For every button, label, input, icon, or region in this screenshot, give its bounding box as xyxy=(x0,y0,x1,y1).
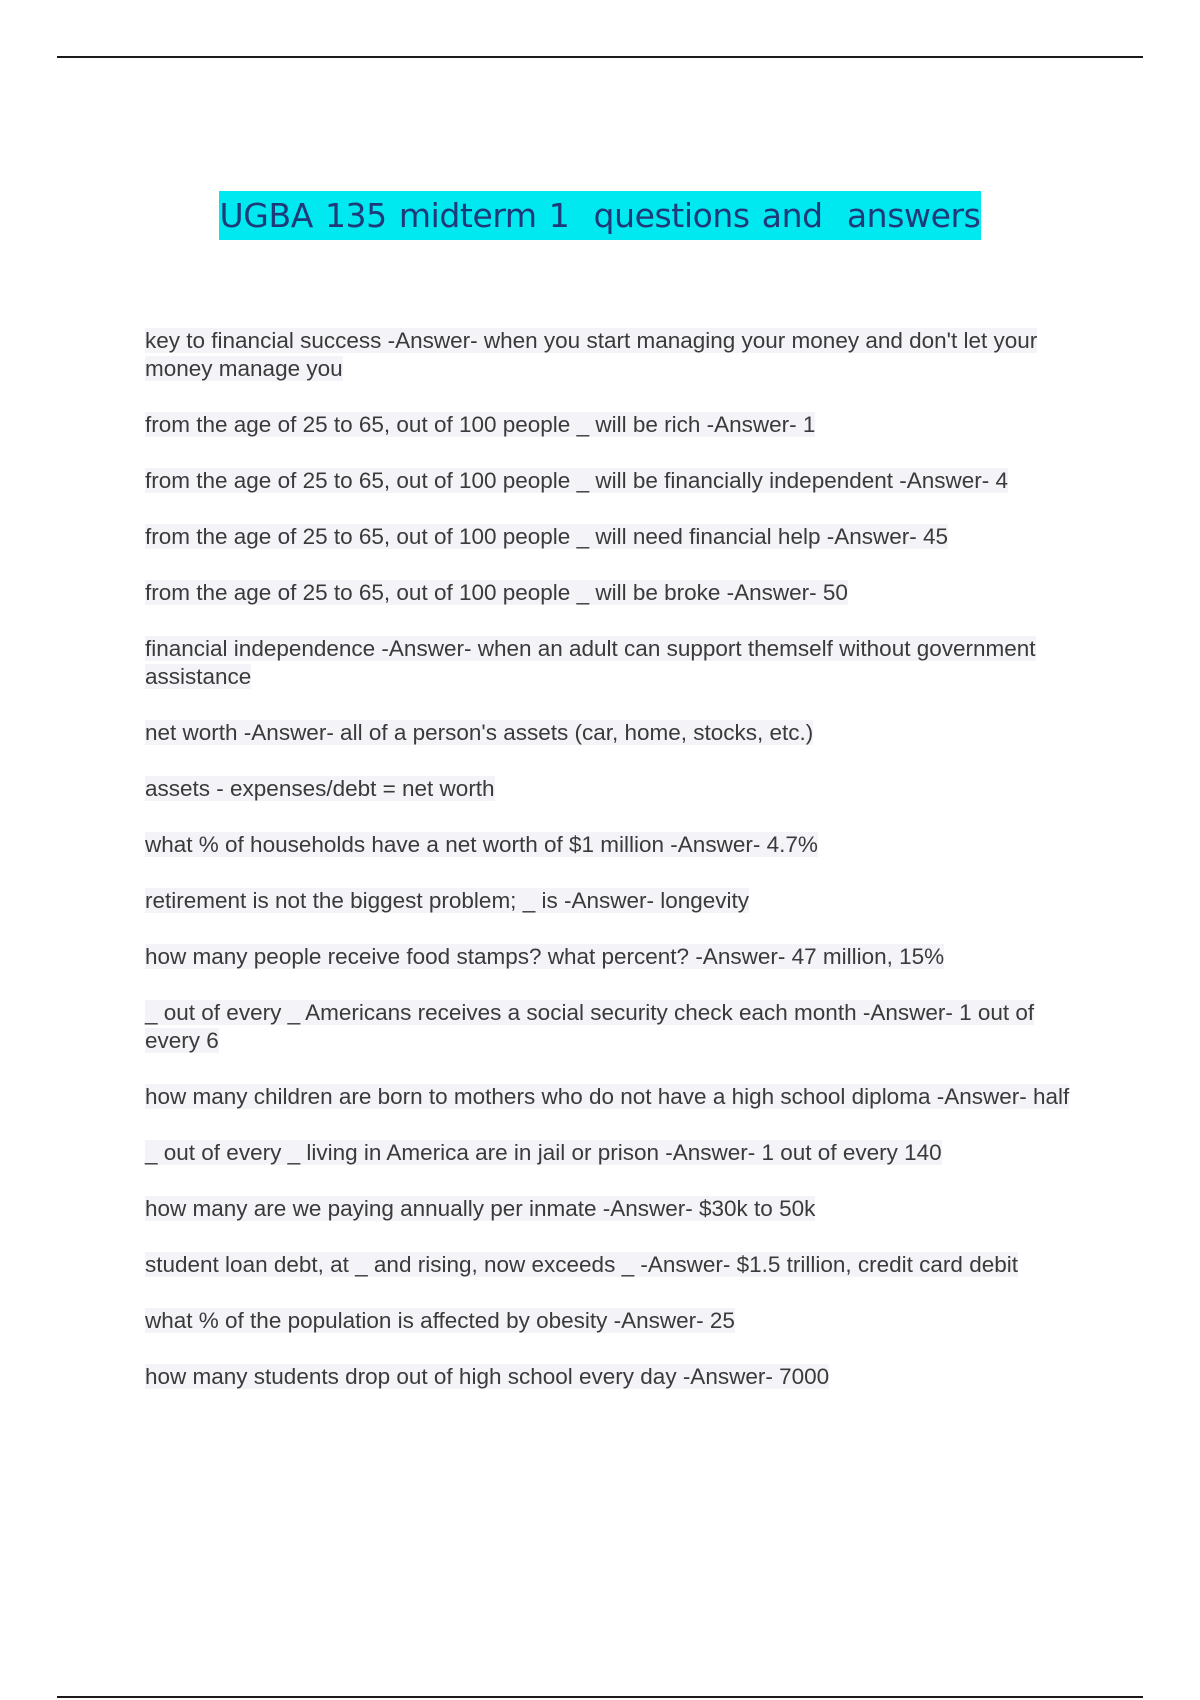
qa-item xyxy=(145,1363,1090,1391)
qa-item xyxy=(145,775,1090,803)
qa-text: financial independence -Answer- when an adult can support themself without government assistance xyxy=(145,636,1036,689)
qa-text: key to financial success -Answer- when you start managing your money and don't let your money manage you xyxy=(145,328,1038,381)
qa-item xyxy=(145,1083,1090,1111)
qa-text: what % of households have a net worth of $1 million -Answer- 4.7% xyxy=(145,832,818,857)
qa-text: _ out of every _ Americans receives a social security check each month -Answer- 1 out of every 6 xyxy=(145,1000,1035,1053)
qa-text: from the age of 25 to 65, out of 100 people _ will need financial help -Answer- 45 xyxy=(145,524,949,549)
title-container xyxy=(0,191,1200,240)
qa-text: _ out of every _ living in America are in jail or prison -Answer- 1 out of every 140 xyxy=(145,1140,942,1165)
top-rule xyxy=(57,56,1143,58)
qa-text: net worth -Answer- all of a person's assets (car, home, stocks, etc.) xyxy=(145,720,814,745)
qa-item xyxy=(145,579,1090,607)
qa-item xyxy=(145,327,1090,383)
qa-item xyxy=(145,943,1090,971)
qa-text: from the age of 25 to 65, out of 100 people _ will be rich -Answer- 1 xyxy=(145,412,816,437)
qa-item xyxy=(145,999,1090,1055)
qa-item xyxy=(145,887,1090,915)
qa-item xyxy=(145,411,1090,439)
qa-text: how many students drop out of high school every day -Answer- 7000 xyxy=(145,1364,830,1389)
qa-text: from the age of 25 to 65, out of 100 people _ will be broke -Answer- 50 xyxy=(145,580,848,605)
qa-text: from the age of 25 to 65, out of 100 people _ will be financially independent -Answer- 4 xyxy=(145,468,1009,493)
qa-text: retirement is not the biggest problem; _ is -Answer- longevity xyxy=(145,888,750,913)
qa-item xyxy=(145,1307,1090,1335)
qa-text: how many are we paying annually per inmate -Answer- $30k to 50k xyxy=(145,1196,816,1221)
qa-text: what % of the population is affected by obesity -Answer- 25 xyxy=(145,1308,735,1333)
qa-text: assets - expenses/debt = net worth xyxy=(145,776,495,801)
qa-item xyxy=(145,467,1090,495)
qa-item xyxy=(145,635,1090,691)
qa-item xyxy=(145,523,1090,551)
qa-item xyxy=(145,1195,1090,1223)
qa-text: how many people receive food stamps? what percent? -Answer- 47 million, 15% xyxy=(145,944,945,969)
bottom-rule xyxy=(57,1696,1143,1698)
qa-item xyxy=(145,1251,1090,1279)
qa-text: student loan debt, at _ and rising, now exceeds _ -Answer- $1.5 trillion, credit card debit xyxy=(145,1252,1018,1277)
document-title: UGBA 135 midterm 1 questions and answers xyxy=(219,191,982,240)
qa-item xyxy=(145,831,1090,859)
qa-item xyxy=(145,719,1090,747)
qa-item xyxy=(145,1139,1090,1167)
qa-list xyxy=(145,327,1090,1419)
qa-text: how many children are born to mothers who do not have a high school diploma -Answer- half xyxy=(145,1084,1070,1109)
